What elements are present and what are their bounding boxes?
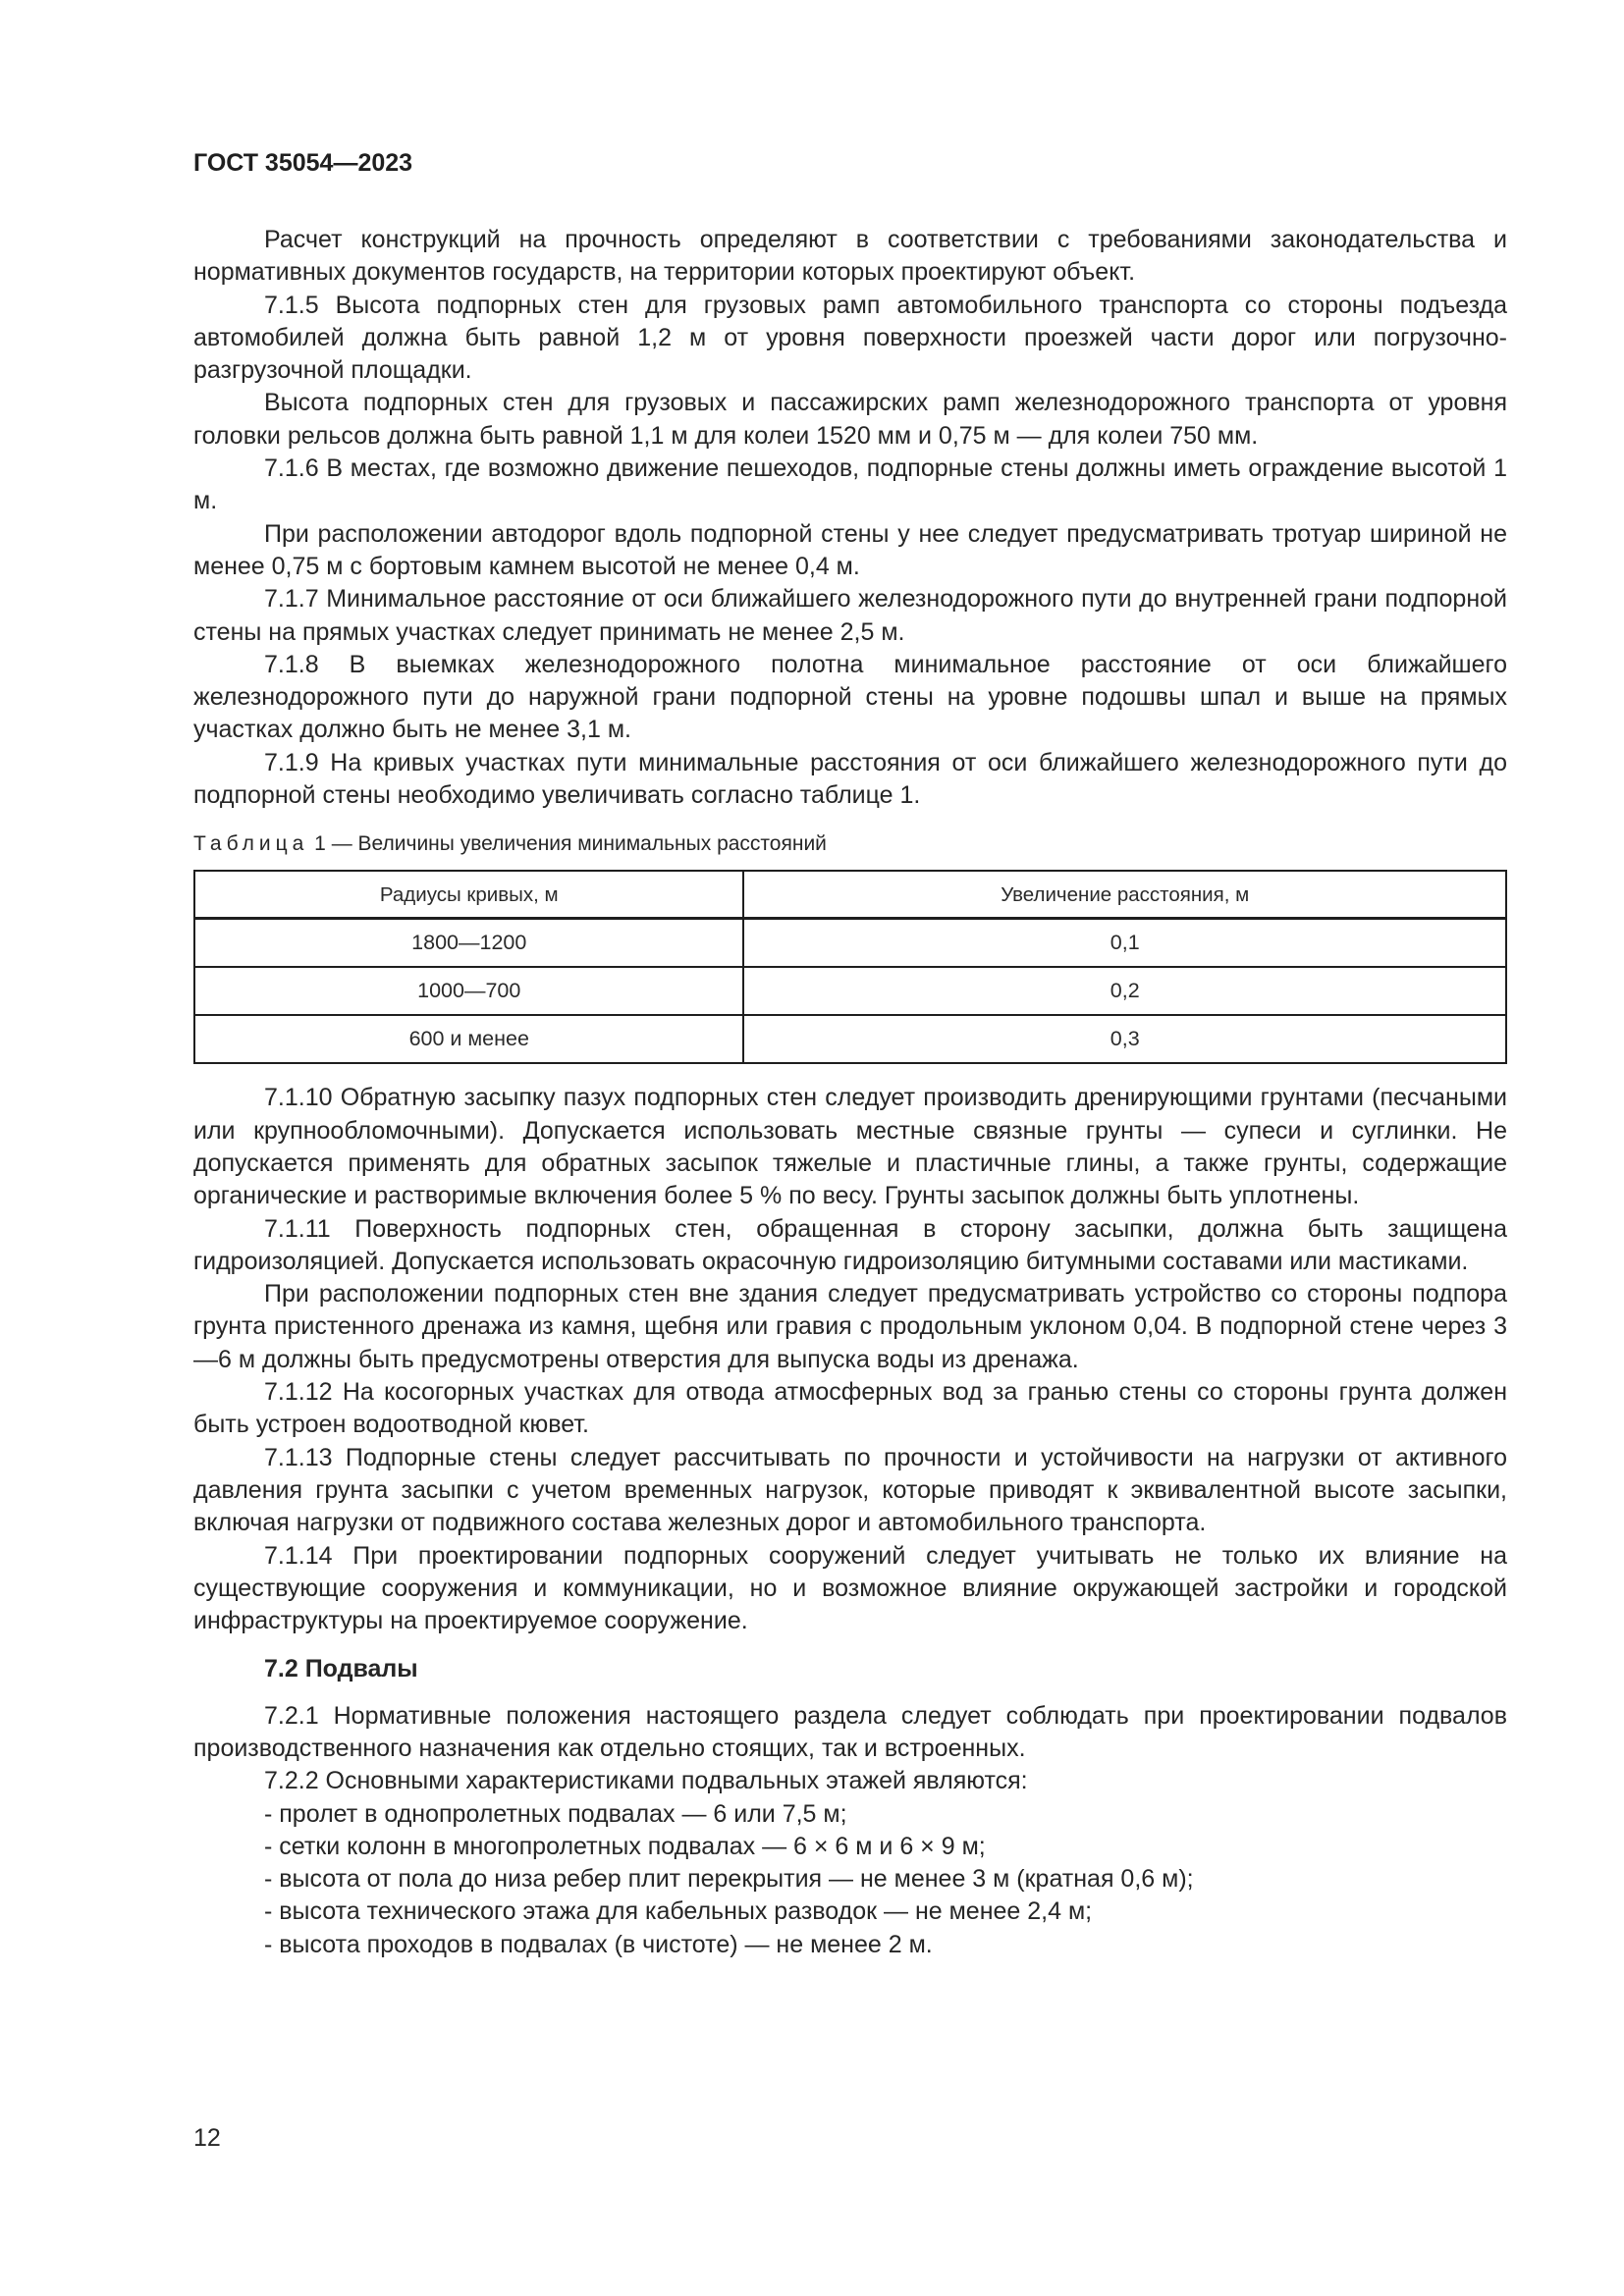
paragraph: 7.1.11 Поверхность подпорных стен, обращенная в сторону засыпки, должна быть защищена гидроизоляцией. Допускается использовать окрасочную гидроизоляцию битумными составами или мастиками.: [193, 1214, 1507, 1275]
paragraph: 7.1.6 В местах, где возможно движение пешеходов, подпорные стены должны иметь ограждение высотой 1 м.: [193, 454, 1507, 515]
paragraph: 7.1.14 При проектировании подпорных сооружений следует учитывать не только их влияние на существующие сооружения и коммуникации, но и возможное влияние окружающей застройки и городской инфраструктуры на проектируемое сооружение.: [193, 1541, 1507, 1635]
table-cell: 0,3: [743, 1015, 1506, 1063]
list-item: - пролет в однопролетных подвалах — 6 или 7,5 м;: [264, 1799, 847, 1828]
paragraph: При расположении подпорных стен вне здания следует предусматривать устройство со стороны подпора грунта пристенного дренажа из камня, щебня или гравия с продольным уклоном 0,04. В подпорной стене через 3—6 м должны быть предусмотрены отверстия для выпуска воды из дренажа.: [193, 1280, 1507, 1373]
table-cell: 1800—1200: [194, 919, 743, 968]
table-cell: 1000—700: [194, 967, 743, 1015]
paragraph: 7.1.8 В выемках железнодорожного полотна минимальное расстояние от оси ближайшего железнодорожного пути до наружной грани подпорной стены на уровне подошвы шпал и выше на прямых участках должно быть не менее 3,1 м.: [193, 650, 1507, 744]
paragraph: 7.1.9 На кривых участках пути минимальные расстояния от оси ближайшего железнодорожного пути до подпорной стены необходимо увеличивать согласно таблице 1.: [193, 748, 1507, 810]
paragraph: При расположении автодорог вдоль подпорной стены у нее следует предусматривать тротуар шириной не менее 0,75 м с бортовым камнем высотой не менее 0,4 м.: [193, 519, 1507, 580]
table-cell: 0,2: [743, 967, 1506, 1015]
paragraph: Высота подпорных стен для грузовых и пассажирских рамп железнодорожного транспорта от уровня головки рельсов должна быть равной 1,1 м для колеи 1520 мм и 0,75 м — для колеи 750 мм.: [193, 389, 1507, 450]
page-number: 12: [193, 2124, 221, 2152]
paragraph: Расчет конструкций на прочность определяют в соответствии с требованиями законодательства и нормативных документов государств, на территории которых проектируют объект.: [193, 226, 1507, 287]
list-item: - высота от пола до низа ребер плит перекрытия — не менее 3 м (кратная 0,6 м);: [264, 1865, 1194, 1894]
section-title: 7.2 Подвалы: [264, 1655, 418, 1683]
table-header-cell: Увеличение расстояния, м: [743, 871, 1506, 919]
paragraph: 7.1.7 Минимальное расстояние от оси ближайшего железнодорожного пути до внутренней грани подпорной стены на прямых участках следует принимать не менее 2,5 м.: [193, 585, 1507, 646]
body-text: [193, 224, 1507, 1961]
paragraph: 7.1.5 Высота подпорных стен для грузовых рамп автомобильного транспорта со стороны подъезда автомобилей должна быть равной 1,2 м от уровня поверхности проезжей части дорог или погрузочно-разгрузочной площадки.: [193, 291, 1507, 385]
table-header-row: [194, 871, 1506, 919]
paragraph: 7.1.12 На косогорных участках для отвода атмосферных вод за гранью стены со стороны грунта должен быть устроен водоотводной кювет.: [193, 1378, 1507, 1439]
list-item: - высота технического этажа для кабельных разводок — не менее 2,4 м;: [264, 1897, 1093, 1926]
table-caption-text: 1 — Величины увеличения минимальных расстояний: [308, 832, 827, 856]
distance-increase-table: [193, 870, 1507, 1064]
table-row: [194, 919, 1506, 968]
table-caption: [193, 830, 1507, 858]
table-cell: 600 и менее: [194, 1015, 743, 1063]
table-header-cell: Радиусы кривых, м: [194, 871, 743, 919]
table-row: [194, 967, 1506, 1015]
list-item: - сетки колонн в многопролетных подвалах — 6 × 6 м и 6 × 9 м;: [264, 1832, 986, 1860]
paragraph: 7.1.13 Подпорные стены следует рассчитывать по прочности и устойчивости на нагрузки от активного давления грунта засыпки с учетом временных нагрузок, которые приводят к эквивалентной высоте засыпки, включая нагрузки от подвижного состава железных дорог и автомобильного транспорта.: [193, 1443, 1507, 1537]
paragraph: 7.2.2 Основными характеристиками подвальных этажей являются:: [264, 1767, 1028, 1795]
table-cell: 0,1: [743, 919, 1506, 968]
list-item: - высота проходов в подвалах (в чистоте) — не менее 2 м.: [264, 1930, 933, 1958]
paragraph: 7.1.10 Обратную засыпку пазух подпорных стен следует производить дренирующими грунтами (песчаными или крупнообломочными). Допускается использовать местные связные грунты — супеси и суглинки. Не допускается применять для обратных засыпок тяжелые и пластичные глины, а также грунты, содержащие органические и растворимые включения более 5 % по весу. Грунты засыпок должны быть уплотнены.: [193, 1084, 1507, 1210]
table-row: [194, 1015, 1506, 1063]
document-code: ГОСТ 35054—2023: [193, 149, 413, 177]
paragraph: 7.2.1 Нормативные положения настоящего раздела следует соблюдать при проектировании подвалов производственного назначения как отдельно стоящих, так и встроенных.: [193, 1701, 1507, 1762]
table-caption-prefix: Таблица: [193, 832, 309, 856]
